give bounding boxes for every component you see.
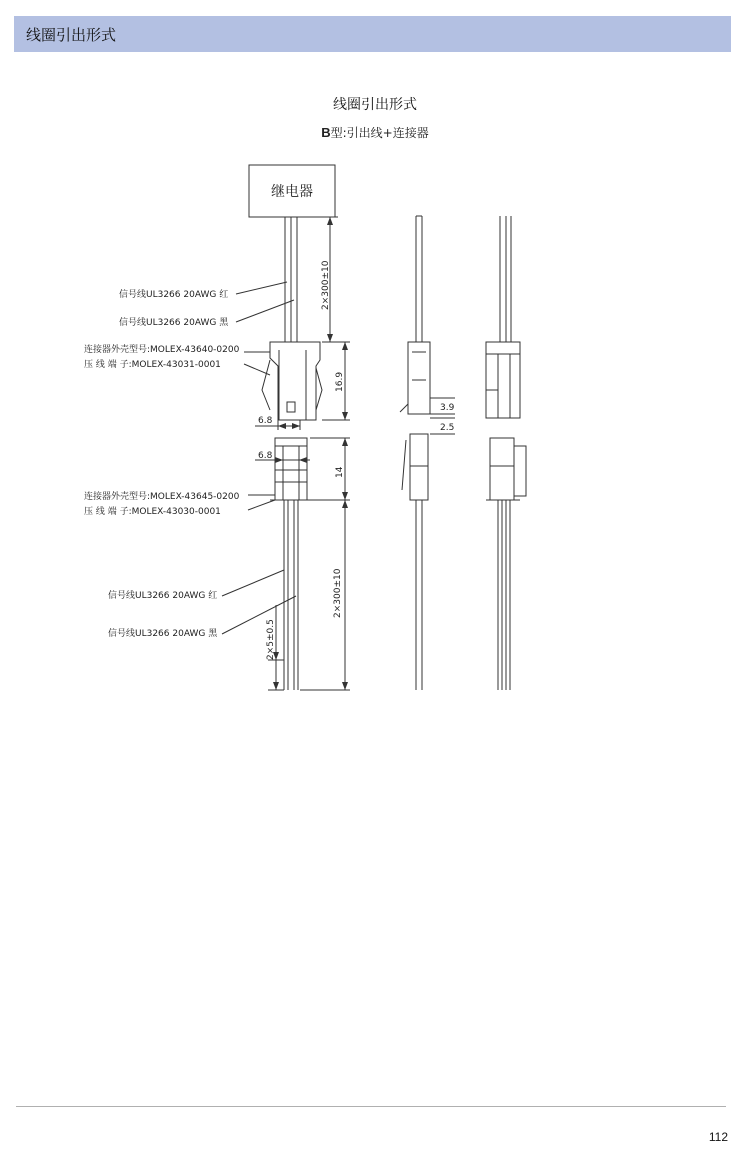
- label-signal-red-bottom: 信号线UL3266 20AWG 红: [108, 591, 218, 601]
- page-number: 112: [708, 1130, 728, 1144]
- dim-connector-bottom-width: 6.8: [258, 451, 273, 461]
- subtitle-description: 型:引出线+连接器: [330, 126, 429, 140]
- rear-view-connector-bottom: [490, 438, 514, 500]
- side-view-connector-top: [408, 342, 430, 414]
- section-title: 线圈引出形式: [333, 97, 417, 113]
- label-housing-top: 连接器外壳型号:MOLEX-43640-0200: [84, 345, 240, 355]
- header-title: 线圈引出形式: [26, 26, 117, 44]
- subtitle-type-letter: B: [321, 125, 331, 140]
- footer-divider: [16, 1106, 726, 1107]
- label-signal-black-bottom: 信号线UL3266 20AWG 黑: [108, 629, 218, 639]
- dim-wire-top: 2×300±10: [321, 260, 331, 310]
- side-view-connector-bottom: [410, 434, 428, 500]
- label-terminal-bottom: 压 线 端 子:MOLEX-43030-0001: [84, 507, 221, 517]
- label-signal-red-top: 信号线UL3266 20AWG 红: [119, 290, 229, 300]
- rear-view-connector-top: [486, 342, 520, 418]
- label-housing-bottom: 连接器外壳型号:MOLEX-43645-0200: [84, 492, 240, 502]
- label-signal-black-top: 信号线UL3266 20AWG 黑: [119, 318, 229, 328]
- dim-side-bottom: 2.5: [440, 423, 455, 433]
- relay-label: 继电器: [271, 184, 313, 200]
- dim-connector-top-height: 16.9: [335, 371, 345, 392]
- dim-side-top: 3.9: [440, 403, 455, 413]
- label-terminal-top: 压 线 端 子:MOLEX-43031-0001: [84, 360, 221, 370]
- dim-strip-length: 2×5±0.5: [266, 619, 276, 660]
- dim-connector-top-width: 6.8: [258, 416, 273, 426]
- dim-wire-bottom: 2×300±10: [333, 568, 343, 618]
- dim-connector-bottom-height: 14: [335, 466, 345, 478]
- bottom-connector-housing: [275, 438, 307, 500]
